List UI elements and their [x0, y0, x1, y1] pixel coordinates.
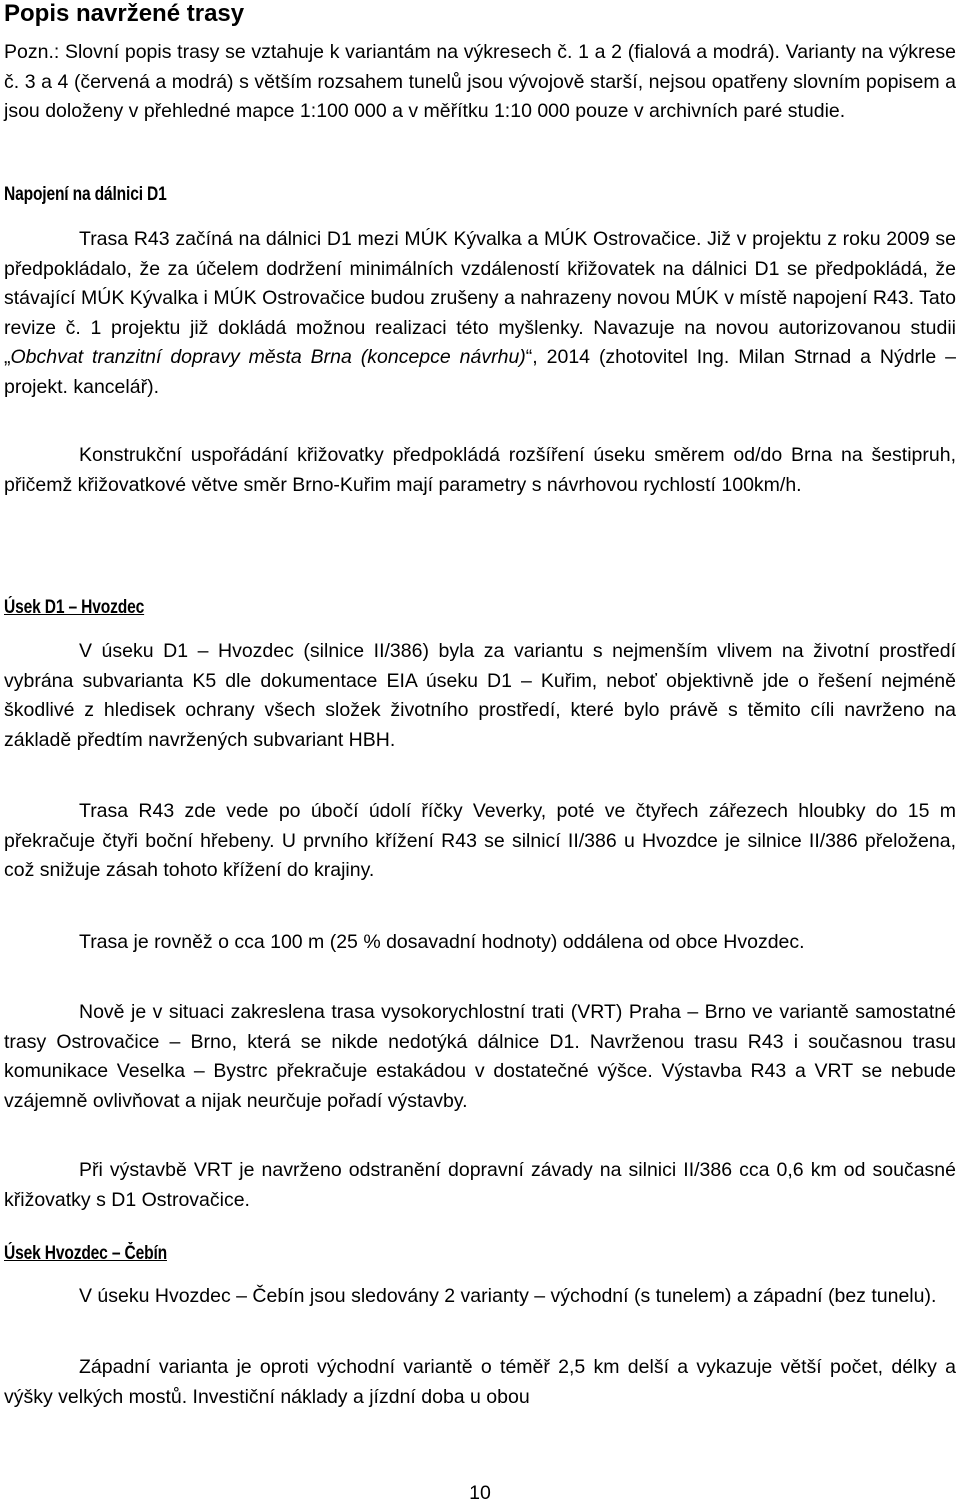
section-heading-d1-hvozdec: Úsek D1 – Hvozdec	[4, 597, 145, 618]
section2-paragraph-5: Při výstavbě VRT je navrženo odstranění dopravní závady na silnici II/386 cca 0,6 km od současné křižovatky s D1 Ostrovačice.	[4, 1159, 956, 1211]
page-title: Popis navržené trasy	[4, 0, 245, 27]
section-heading-hvozdec-cebin: Úsek Hvozdec – Čebín	[4, 1243, 167, 1264]
section2-paragraph-3: Trasa je rovněž o cca 100 m (25 % dosavadní hodnoty) oddálena od obce Hvozdec.	[79, 931, 805, 953]
section1-paragraph-1: Trasa R43 začíná na dálnici D1 mezi MÚK Kývalka a MÚK Ostrovačice. Již v projektu z roku 2009 se předpokládalo, že za účelem dodržení minimálních vzdáleností křižovatek na dálnici D1 se předpokládá, že stávající MÚK Kývalka i MÚK Ostrovačice budou zrušeny a nahrazeny novou MÚK v místě napojení R43. Tato revize č. 1 projektu již dokládá možnou realizaci této myšlenky. Navazuje na novou autorizovanou studii „Obchvat tranzitní dopravy města Brna (koncepce návrhu)“, 2014 (zhotovitel Ing. Milan Strnad a Nýdrle – projekt. kancelář).	[4, 228, 956, 398]
section3-paragraph-1: V úseku Hvozdec – Čebín jsou sledovány 2 varianty – východní (s tunelem) a západní (bez tunelu).	[79, 1285, 937, 1307]
section2-paragraph-2: Trasa R43 zde vede po úbočí údolí říčky Veverky, poté ve čtyřech zářezech hloubky do 15 m překračuje čtyři boční hřebeny. U prvního křížení R43 se silnicí II/386 u Hvozdce je silnice II/386 přeložena, což snižuje zásah tohoto křížení do krajiny.	[4, 800, 956, 881]
section2-paragraph-4: Nově je v situaci zakreslena trasa vysokorychlostní trati (VRT) Praha – Brno ve variantě samostatné trasy Ostrovačice – Brno, která se nikde nedotýká dálnice D1. Navrženou trasu R43 i současnou trasu komunikace Veselka – Bystrc překračuje estakádou v dostatečné výšce. Výstavba R43 a VRT se nebude vzájemně ovlivňovat a nijak neurčuje pořadí výstavby.	[4, 1001, 956, 1112]
section3-paragraph-2: Západní varianta je oproti východní variantě o téměř 2,5 km delší a vykazuje větší počet, délky a výšky velkých mostů. Investiční náklady a jízdní doba u obou	[4, 1356, 956, 1408]
page-number: 10	[469, 1482, 491, 1504]
section1-paragraph-2: Konstrukční uspořádání křižovatky předpokládá rozšíření úseku směrem od/do Brna na šestipruh, přičemž křižovatkové větve směr Brno-Kuřim mají parametry s návrhovou rychlostí 100km/h.	[4, 444, 956, 496]
section2-paragraph-1: V úseku D1 – Hvozdec (silnice II/386) byla za variantu s nejmenším vlivem na životní prostředí vybrána subvarianta K5 dle dokumentace EIA úseku D1 – Kuřim, neboť objektivně jde o řešení nejméně škodlivé z hledisek ochrany všech složek životního prostředí, které bylo právě s těmito cíli navrženo na základě předtím navržených subvariant HBH.	[4, 640, 956, 751]
intro-note: Pozn.: Slovní popis trasy se vztahuje k variantám na výkresech č. 1 a 2 (fialová a modrá). Varianty na výkrese č. 3 a 4 (červená a modrá) s větším rozsahem tunelů jsou vývojově starší, nejsou opatřeny slovním popisem a jsou doloženy v přehledné mapce 1:100 000 a v měřítku 1:10 000 pouze v archivních paré studie.	[4, 41, 956, 122]
section-heading-napojeni: Napojení na dálnici D1	[4, 184, 167, 205]
